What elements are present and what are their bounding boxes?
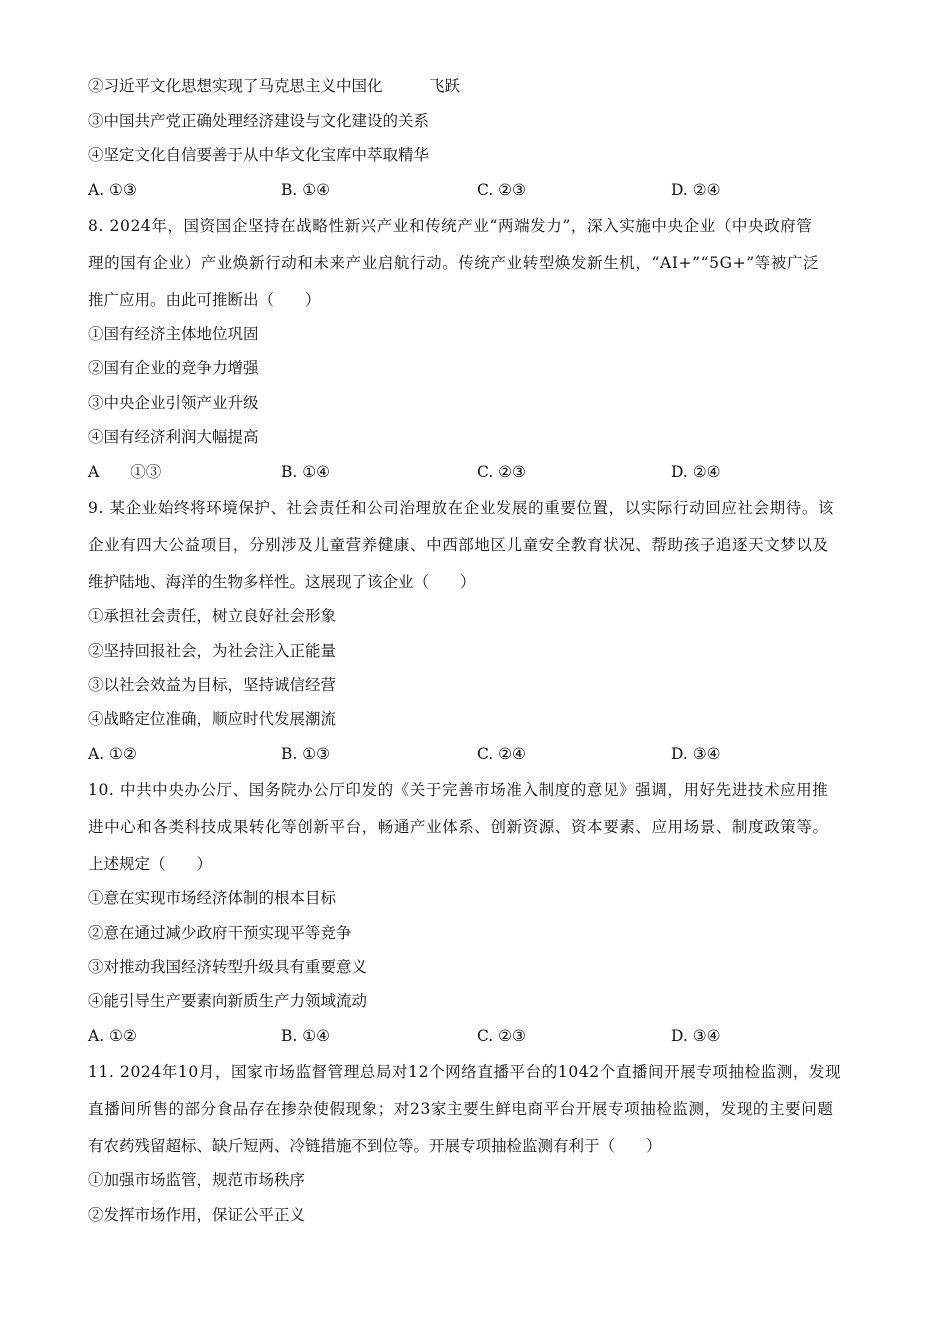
q7-option-3: ③中国共产党正确处理经济建设与文化建设的关系 bbox=[88, 112, 430, 130]
q9-option-3: ③以社会效益为目标，坚持诚信经营 bbox=[88, 676, 337, 694]
choice-c: C. ②④ bbox=[477, 745, 526, 763]
choice-a: A. ①② bbox=[88, 745, 137, 763]
choice-c: C. ②③ bbox=[477, 181, 526, 199]
choice-d: D. ③④ bbox=[671, 745, 721, 763]
q8-option-1: ①国有经济主体地位巩固 bbox=[88, 325, 259, 343]
q8-stem-line-3: 推广应用。由此可推断出（ ） bbox=[88, 291, 321, 309]
q11-stem-line-2: 直播间所售的部分食品存在掺杂使假现象；对23家主要生鲜电商平台开展专项抽检监测，发现的主要问题 bbox=[88, 1100, 834, 1118]
choice-b: B. ①④ bbox=[281, 463, 331, 481]
choice-c: C. ②③ bbox=[477, 463, 526, 481]
q10-stem-line-3: 上述规定（ ） bbox=[88, 855, 213, 873]
choice-d: D. ②④ bbox=[671, 463, 721, 481]
q7-option-2: ②习近平文化思想实现了马克思主义中国化 飞跃 bbox=[88, 77, 461, 95]
q10-stem-line-2: 进中心和各类科技成果转化等创新平台，畅通产业体系、创新资源、资本要素、应用场景、制度政策等。 bbox=[88, 818, 829, 836]
q9-option-2: ②坚持回报社会，为社会注入正能量 bbox=[88, 642, 337, 660]
choice-c: C. ②③ bbox=[477, 1027, 526, 1045]
q8-option-2: ②国有企业的竞争力增强 bbox=[88, 359, 259, 377]
choice-a: A. ①② bbox=[88, 1027, 137, 1045]
q9-stem-line-1: 9. 某企业始终将环境保护、社会责任和公司治理放在企业发展的重要位置，以实际行动回应社会期待。该 bbox=[88, 499, 835, 517]
q10-choices bbox=[88, 1025, 868, 1047]
choice-d: D. ②④ bbox=[671, 181, 721, 199]
q11-stem-line-3: 有农药残留超标、缺斤短两、冷链措施不到位等。开展专项抽检监测有利于（ ） bbox=[88, 1137, 662, 1155]
q10-option-4: ④能引导生产要素向新质生产力领域流动 bbox=[88, 992, 368, 1010]
q11-option-1: ①加强市场监管，规范市场秩序 bbox=[88, 1171, 306, 1189]
q10-option-3: ③对推动我国经济转型升级具有重要意义 bbox=[88, 958, 368, 976]
q8-stem-line-1: 8. 2024年，国资国企坚持在战略性新兴产业和传统产业“两端发力”，深入实施中央企业（中央政府管 bbox=[88, 217, 813, 235]
q8-option-4: ④国有经济利润大幅提高 bbox=[88, 428, 259, 446]
choice-b: B. ①④ bbox=[281, 181, 331, 199]
choice-d: D. ③④ bbox=[671, 1027, 721, 1045]
q8-option-3: ③中央企业引领产业升级 bbox=[88, 394, 259, 412]
q10-option-2: ②意在通过减少政府干预实现平等竞争 bbox=[88, 924, 352, 942]
choice-a: A. ①③ bbox=[88, 181, 137, 199]
q10-option-1: ①意在实现市场经济体制的根本目标 bbox=[88, 889, 337, 907]
q9-stem-line-2: 企业有四大公益项目，分别涉及儿童营养健康、中西部地区儿童安全教育状况、帮助孩子追逐天文梦以及 bbox=[88, 536, 829, 554]
q9-option-4: ④战略定位准确，顺应时代发展潮流 bbox=[88, 710, 337, 728]
choice-b: B. ①③ bbox=[281, 745, 331, 763]
choice-a: A ①③ bbox=[88, 463, 162, 481]
q9-stem-line-3: 维护陆地、海洋的生物多样性。这展现了该企业（ ） bbox=[88, 573, 476, 591]
q7-choices bbox=[88, 179, 868, 201]
q8-choices bbox=[88, 461, 868, 483]
q8-stem-line-2: 理的国有企业）产业焕新行动和未来产业启航行动。传统产业转型焕发新生机，“AI+”“5G+”等被广泛 bbox=[88, 254, 820, 272]
q9-option-1: ①承担社会责任，树立良好社会形象 bbox=[88, 607, 337, 625]
choice-b: B. ①④ bbox=[281, 1027, 331, 1045]
q9-choices bbox=[88, 743, 868, 765]
q11-stem-line-1: 11. 2024年10月，国家市场监督管理总局对12个网络直播平台的1042个直播间开展专项抽检监测，发现 bbox=[88, 1063, 842, 1081]
q11-option-2: ②发挥市场作用，保证公平正义 bbox=[88, 1206, 306, 1224]
q10-stem-line-1: 10. 中共中央办公厅、国务院办公厅印发的《关于完善市场准入制度的意见》强调，用好先进技术应用推 bbox=[88, 781, 829, 799]
q7-option-4: ④坚定文化自信要善于从中华文化宝库中萃取精华 bbox=[88, 146, 430, 164]
